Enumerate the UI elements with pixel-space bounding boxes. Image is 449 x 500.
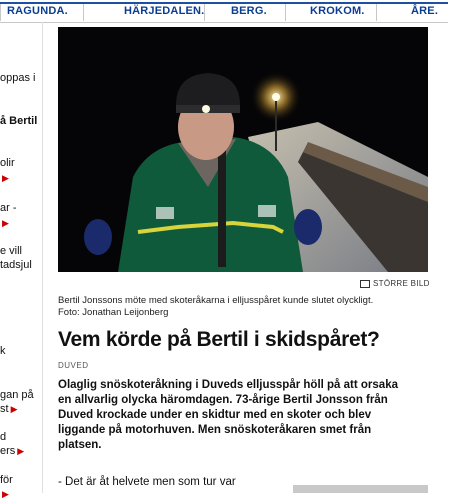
sidebar-item[interactable] (0, 157, 15, 169)
sidebar-item[interactable] (0, 445, 24, 457)
nav-label[interactable]: ÅRE. (411, 5, 439, 17)
article-ingress: Olaglig snöskoteråkning i Duveds elljusspår höll på att orsaka en allvarlig olycka häromdagen. 73-årige Bertil Jonsson från Duved krockade under en skidtur med en skoter och blev liggande på motorhuven. Men snöskoteråkaren smet från platsen. (58, 379, 398, 451)
photo-caption (58, 295, 438, 319)
nav-label[interactable]: RAGUNDA. (7, 5, 68, 17)
nav-berg[interactable] (204, 4, 285, 21)
nav-are[interactable] (376, 4, 449, 21)
sidebar-item-label[interactable]: olir (0, 157, 15, 169)
sidebar-item-label[interactable]: e vill (0, 245, 23, 257)
article-body: - Det är åt helvete men som tur var (58, 476, 236, 488)
enlarge-icon[interactable] (360, 280, 370, 288)
top-navigation (0, 0, 448, 23)
sidebar-item-label[interactable]: å Bertil (0, 115, 38, 127)
caption-text: Bertil Jonssons möte med skoteråkarna i elljusspåret kunde slutet olyckligt. (58, 295, 374, 306)
sidebar-item[interactable] (0, 245, 22, 257)
arrow-right-icon[interactable]: ▶ (17, 446, 25, 456)
arrow-right-icon[interactable]: ▶ (2, 489, 9, 499)
sidebar-item[interactable] (0, 389, 34, 401)
sidebar-item-label[interactable]: tadsjul (0, 259, 32, 271)
nav-ragunda[interactable] (0, 4, 83, 21)
sidebar-item[interactable] (0, 345, 6, 357)
sidebar-item-label[interactable]: st (0, 403, 9, 415)
sidebar-item[interactable] (0, 202, 17, 214)
sidebar-item-active[interactable] (0, 115, 37, 127)
sidebar-item[interactable] (0, 72, 35, 84)
nav-label[interactable]: KROKOM. (310, 5, 365, 17)
nav-krokom[interactable] (285, 4, 376, 21)
sidebar-item-label[interactable]: oppas i (0, 72, 36, 84)
photo-illustration (58, 27, 428, 272)
sidebar-arrow-row[interactable] (0, 217, 9, 229)
arrow-right-icon[interactable]: ▶ (2, 173, 9, 183)
sidebar-item-label[interactable]: d (0, 431, 7, 443)
arrow-right-icon[interactable]: ▶ (2, 218, 9, 228)
sidebar-item-label[interactable]: gan på (0, 389, 34, 401)
sidebar-item-label[interactable]: k (0, 345, 6, 357)
nav-harjedalen[interactable] (83, 4, 204, 21)
arrow-right-icon[interactable]: ▶ (10, 404, 18, 414)
enlarge-label[interactable]: STÖRRE BILD (373, 279, 430, 288)
sidebar-item[interactable] (0, 474, 13, 486)
sidebar-item[interactable] (0, 259, 32, 271)
sidebar-item-label[interactable]: ar - (0, 202, 17, 214)
enlarge-image-link[interactable] (360, 279, 430, 288)
article-headline: Vem körde på Bertil i skidspåret? (58, 328, 380, 351)
sidebar-item-label[interactable]: ers (0, 445, 16, 457)
sidebar-arrow-row[interactable] (0, 488, 9, 500)
article-location: DUVED (58, 361, 89, 370)
sidebar-item[interactable] (0, 403, 17, 415)
nav-label[interactable]: BERG. (231, 5, 267, 17)
article-photo[interactable] (58, 27, 428, 272)
nav-label[interactable]: HÄRJEDALEN. (124, 5, 205, 17)
sidebar-arrow-row[interactable] (0, 172, 9, 184)
side-box (293, 485, 428, 493)
photo-credit: Foto: Jonathan Leijonberg (58, 307, 169, 318)
sidebar-item[interactable] (0, 431, 6, 443)
sidebar-news-list (0, 22, 43, 499)
sidebar-item-label[interactable]: för (0, 474, 13, 486)
